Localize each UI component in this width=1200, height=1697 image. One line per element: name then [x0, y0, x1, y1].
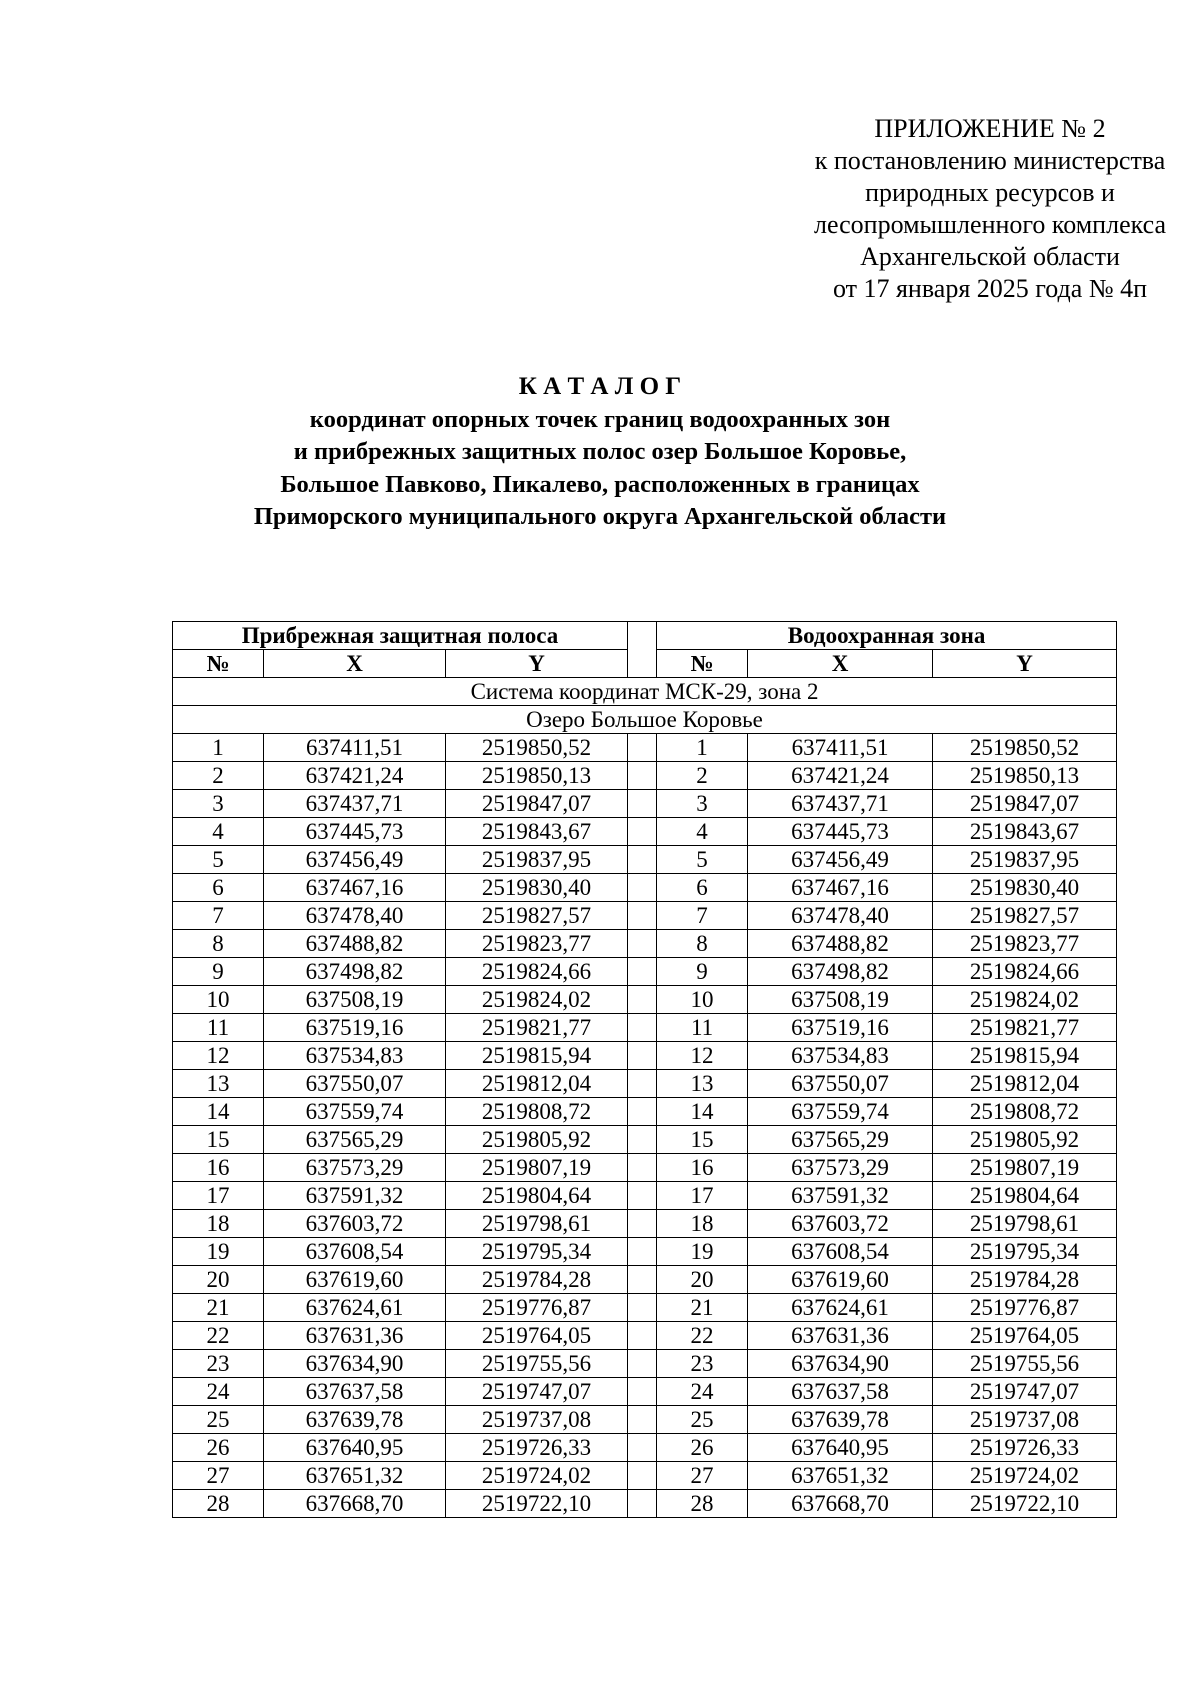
coord-y: 2519815,94 — [933, 1042, 1117, 1070]
table-row — [173, 930, 1117, 958]
coord-y: 2519737,08 — [933, 1406, 1117, 1434]
coord-y: 2519830,40 — [446, 874, 628, 902]
coord-x: 637639,78 — [748, 1406, 933, 1434]
coord-x: 637573,29 — [264, 1154, 446, 1182]
column-gap — [628, 1266, 657, 1294]
point-number: 28 — [173, 1490, 264, 1518]
point-number: 7 — [173, 902, 264, 930]
coord-x: 637411,51 — [748, 734, 933, 762]
coord-x: 637603,72 — [264, 1210, 446, 1238]
column-gap — [628, 762, 657, 790]
point-number: 15 — [657, 1126, 748, 1154]
coord-x: 637634,90 — [748, 1350, 933, 1378]
title-line: Приморского муниципального округа Архангельской области — [253, 503, 947, 530]
coord-x: 637445,73 — [264, 818, 446, 846]
coord-x: 637591,32 — [264, 1182, 446, 1210]
coord-x: 637591,32 — [748, 1182, 933, 1210]
point-number: 3 — [657, 790, 748, 818]
coord-x: 637565,29 — [264, 1126, 446, 1154]
coord-x: 637478,40 — [748, 902, 933, 930]
coord-x: 637639,78 — [264, 1406, 446, 1434]
coord-x: 637624,61 — [264, 1294, 446, 1322]
point-number: 23 — [173, 1350, 264, 1378]
coord-y: 2519784,28 — [933, 1266, 1117, 1294]
coord-x: 637519,16 — [748, 1014, 933, 1042]
point-number: 12 — [657, 1042, 748, 1070]
coord-y: 2519830,40 — [933, 874, 1117, 902]
coord-y: 2519764,05 — [446, 1322, 628, 1350]
column-gap — [628, 1098, 657, 1126]
coord-y: 2519850,13 — [933, 762, 1117, 790]
coord-x: 637619,60 — [264, 1266, 446, 1294]
appendix-line: к постановлению министерства — [814, 146, 1166, 175]
coord-x: 637508,19 — [264, 986, 446, 1014]
table-row — [173, 762, 1117, 790]
coord-y: 2519824,66 — [446, 958, 628, 986]
table-row — [173, 1434, 1117, 1462]
point-number: 25 — [657, 1406, 748, 1434]
column-gap — [628, 1070, 657, 1098]
coord-y: 2519795,34 — [933, 1238, 1117, 1266]
column-gap — [628, 1462, 657, 1490]
coord-x: 637519,16 — [264, 1014, 446, 1042]
column-gap — [628, 902, 657, 930]
coord-x: 637498,82 — [264, 958, 446, 986]
column-gap — [628, 1378, 657, 1406]
col-y-header: Y — [933, 650, 1117, 678]
table-row — [173, 1294, 1117, 1322]
column-gap — [628, 958, 657, 986]
coord-y: 2519823,77 — [446, 930, 628, 958]
point-number: 14 — [173, 1098, 264, 1126]
column-gap — [628, 734, 657, 762]
col-y-header: Y — [446, 650, 628, 678]
coord-x: 637467,16 — [748, 874, 933, 902]
coord-x: 637411,51 — [264, 734, 446, 762]
coord-y: 2519724,02 — [933, 1462, 1117, 1490]
coord-y: 2519812,04 — [933, 1070, 1117, 1098]
point-number: 25 — [173, 1406, 264, 1434]
point-number: 26 — [657, 1434, 748, 1462]
coord-y: 2519798,61 — [933, 1210, 1117, 1238]
table-row — [173, 1182, 1117, 1210]
coord-y: 2519747,07 — [933, 1378, 1117, 1406]
coord-y: 2519804,64 — [933, 1182, 1117, 1210]
appendix-line: Архангельской области — [860, 242, 1120, 271]
point-number: 13 — [173, 1070, 264, 1098]
col-x-header: X — [264, 650, 446, 678]
point-number: 14 — [657, 1098, 748, 1126]
coord-y: 2519755,56 — [933, 1350, 1117, 1378]
point-number: 5 — [657, 846, 748, 874]
coord-x: 637559,74 — [264, 1098, 446, 1126]
column-gap — [628, 1182, 657, 1210]
coord-y: 2519821,77 — [933, 1014, 1117, 1042]
coord-x: 637478,40 — [264, 902, 446, 930]
coord-y: 2519724,02 — [446, 1462, 628, 1490]
coord-y: 2519795,34 — [446, 1238, 628, 1266]
title-line: и прибрежных защитных полос озер Большое Коровье, — [293, 438, 907, 465]
coord-x: 637640,95 — [264, 1434, 446, 1462]
point-number: 7 — [657, 902, 748, 930]
table-row — [173, 1462, 1117, 1490]
coord-y: 2519837,95 — [446, 846, 628, 874]
point-number: 5 — [173, 846, 264, 874]
appendix-line: лесопромышленного комплекса — [813, 210, 1166, 239]
point-number: 21 — [657, 1294, 748, 1322]
coord-y: 2519815,94 — [446, 1042, 628, 1070]
coord-y: 2519805,92 — [933, 1126, 1117, 1154]
point-number: 6 — [173, 874, 264, 902]
coord-x: 637534,83 — [748, 1042, 933, 1070]
point-number: 26 — [173, 1434, 264, 1462]
coord-x: 637421,24 — [264, 762, 446, 790]
table-row — [173, 1266, 1117, 1294]
point-number: 21 — [173, 1294, 264, 1322]
column-gap — [628, 1490, 657, 1518]
coord-x: 637634,90 — [264, 1350, 446, 1378]
title-line: координат опорных точек границ водоохранных зон — [309, 405, 891, 433]
table-row — [173, 986, 1117, 1014]
coord-x: 637534,83 — [264, 1042, 446, 1070]
point-number: 6 — [657, 874, 748, 902]
coord-y: 2519824,02 — [933, 986, 1117, 1014]
point-number: 17 — [657, 1182, 748, 1210]
column-gap — [628, 1014, 657, 1042]
lake-name: Озеро Большое Коровье — [173, 706, 1117, 734]
coord-y: 2519823,77 — [933, 930, 1117, 958]
coord-y: 2519850,52 — [446, 734, 628, 762]
coord-y: 2519847,07 — [446, 790, 628, 818]
point-number: 3 — [173, 790, 264, 818]
table-row — [173, 958, 1117, 986]
coord-y: 2519798,61 — [446, 1210, 628, 1238]
point-number: 24 — [173, 1378, 264, 1406]
point-number: 20 — [173, 1266, 264, 1294]
point-number: 8 — [657, 930, 748, 958]
point-number: 2 — [173, 762, 264, 790]
column-gap — [628, 930, 657, 958]
point-number: 9 — [657, 958, 748, 986]
coord-y: 2519847,07 — [933, 790, 1117, 818]
point-number: 16 — [657, 1154, 748, 1182]
point-number: 17 — [173, 1182, 264, 1210]
point-number: 16 — [173, 1154, 264, 1182]
point-number: 12 — [173, 1042, 264, 1070]
coord-y: 2519722,10 — [933, 1490, 1117, 1518]
point-number: 1 — [657, 734, 748, 762]
point-number: 18 — [173, 1210, 264, 1238]
table-row — [173, 874, 1117, 902]
column-gap — [628, 874, 657, 902]
catalog-heading: К А Т А Л О Г — [518, 373, 682, 400]
coord-y: 2519827,57 — [933, 902, 1117, 930]
coord-x: 637608,54 — [264, 1238, 446, 1266]
table-row — [173, 1238, 1117, 1266]
coord-x: 637668,70 — [264, 1490, 446, 1518]
column-gap — [628, 986, 657, 1014]
point-number: 28 — [657, 1490, 748, 1518]
coord-x: 637608,54 — [748, 1238, 933, 1266]
coord-y: 2519824,02 — [446, 986, 628, 1014]
col-x-header: X — [748, 650, 933, 678]
column-gap — [628, 1350, 657, 1378]
table-row — [173, 1042, 1117, 1070]
table-row — [173, 1070, 1117, 1098]
coord-x: 637421,24 — [748, 762, 933, 790]
protective-strip-header: Прибрежная защитная полоса — [173, 622, 628, 650]
table-row — [173, 1490, 1117, 1518]
table-row — [173, 1210, 1117, 1238]
point-number: 23 — [657, 1350, 748, 1378]
coord-y: 2519784,28 — [446, 1266, 628, 1294]
coord-y: 2519827,57 — [446, 902, 628, 930]
column-gap — [628, 1238, 657, 1266]
column-gap — [628, 1322, 657, 1350]
coord-y: 2519805,92 — [446, 1126, 628, 1154]
column-gap — [628, 1434, 657, 1462]
coord-y: 2519747,07 — [446, 1378, 628, 1406]
point-number: 4 — [173, 818, 264, 846]
coord-x: 637445,73 — [748, 818, 933, 846]
point-number: 8 — [173, 930, 264, 958]
column-gap — [628, 790, 657, 818]
document-title — [0, 371, 1200, 534]
coord-x: 637624,61 — [748, 1294, 933, 1322]
table-row — [173, 1378, 1117, 1406]
point-number: 27 — [173, 1462, 264, 1490]
coord-y: 2519821,77 — [446, 1014, 628, 1042]
coord-y: 2519824,66 — [933, 958, 1117, 986]
coord-x: 637456,49 — [748, 846, 933, 874]
table-row — [173, 846, 1117, 874]
group-header-row — [173, 622, 1117, 650]
col-number-header: № — [657, 650, 748, 678]
coord-x: 637637,58 — [264, 1378, 446, 1406]
appendix-date: от 17 января 2025 года № 4п — [832, 274, 1148, 303]
coord-system-label: Система координат МСК-29, зона 2 — [173, 678, 1117, 706]
coord-x: 637456,49 — [264, 846, 446, 874]
lake-row — [173, 706, 1117, 734]
point-number: 24 — [657, 1378, 748, 1406]
coord-x: 637488,82 — [264, 930, 446, 958]
coord-y: 2519843,67 — [933, 818, 1117, 846]
point-number: 22 — [657, 1322, 748, 1350]
coord-y: 2519722,10 — [446, 1490, 628, 1518]
point-number: 2 — [657, 762, 748, 790]
column-gap — [628, 1406, 657, 1434]
coord-x: 637437,71 — [264, 790, 446, 818]
coord-x: 637550,07 — [748, 1070, 933, 1098]
point-number: 19 — [657, 1238, 748, 1266]
coord-x: 637508,19 — [748, 986, 933, 1014]
coord-x: 637651,32 — [748, 1462, 933, 1490]
coord-x: 637437,71 — [748, 790, 933, 818]
column-gap — [628, 1042, 657, 1070]
point-number: 4 — [657, 818, 748, 846]
coord-y: 2519726,33 — [446, 1434, 628, 1462]
table-row — [173, 1350, 1117, 1378]
coord-x: 637668,70 — [748, 1490, 933, 1518]
column-gap — [628, 818, 657, 846]
coord-x: 637619,60 — [748, 1266, 933, 1294]
coord-y: 2519812,04 — [446, 1070, 628, 1098]
coord-y: 2519764,05 — [933, 1322, 1117, 1350]
coord-y: 2519807,19 — [446, 1154, 628, 1182]
coordinates-table — [172, 621, 1117, 1518]
coord-y: 2519850,13 — [446, 762, 628, 790]
point-number: 11 — [173, 1014, 264, 1042]
table-row — [173, 1126, 1117, 1154]
coord-system-row — [173, 678, 1117, 706]
coord-x: 637573,29 — [748, 1154, 933, 1182]
coord-y: 2519807,19 — [933, 1154, 1117, 1182]
coord-y: 2519726,33 — [933, 1434, 1117, 1462]
column-gap — [628, 1154, 657, 1182]
coord-y: 2519804,64 — [446, 1182, 628, 1210]
coord-x: 637640,95 — [748, 1434, 933, 1462]
coord-x: 637651,32 — [264, 1462, 446, 1490]
point-number: 10 — [657, 986, 748, 1014]
point-number: 18 — [657, 1210, 748, 1238]
point-number: 15 — [173, 1126, 264, 1154]
column-gap — [628, 1294, 657, 1322]
coord-y: 2519776,87 — [446, 1294, 628, 1322]
point-number: 11 — [657, 1014, 748, 1042]
coord-y: 2519850,52 — [933, 734, 1117, 762]
coord-x: 637550,07 — [264, 1070, 446, 1098]
column-gap — [628, 1126, 657, 1154]
coord-x: 637498,82 — [748, 958, 933, 986]
coord-y: 2519808,72 — [933, 1098, 1117, 1126]
table-row — [173, 1322, 1117, 1350]
point-number: 20 — [657, 1266, 748, 1294]
appendix-line: природных ресурсов и — [865, 178, 1115, 207]
table-row — [173, 790, 1117, 818]
column-gap — [628, 622, 657, 678]
appendix-number: ПРИЛОЖЕНИЕ № 2 — [874, 114, 1106, 143]
coord-x: 637565,29 — [748, 1126, 933, 1154]
coord-x: 637559,74 — [748, 1098, 933, 1126]
point-number: 9 — [173, 958, 264, 986]
coord-y: 2519808,72 — [446, 1098, 628, 1126]
point-number: 22 — [173, 1322, 264, 1350]
water-protection-zone-header: Водоохранная зона — [657, 622, 1117, 650]
column-gap — [628, 846, 657, 874]
table-row — [173, 902, 1117, 930]
title-line: Большое Павково, Пикалево, расположенных в границах — [280, 470, 920, 498]
table-row — [173, 1014, 1117, 1042]
point-number: 10 — [173, 986, 264, 1014]
coord-x: 637631,36 — [264, 1322, 446, 1350]
coord-x: 637488,82 — [748, 930, 933, 958]
coord-x: 637603,72 — [748, 1210, 933, 1238]
point-number: 13 — [657, 1070, 748, 1098]
coord-y: 2519776,87 — [933, 1294, 1117, 1322]
table-row — [173, 1406, 1117, 1434]
appendix-header — [660, 113, 1200, 305]
coord-x: 637467,16 — [264, 874, 446, 902]
table-row — [173, 734, 1117, 762]
column-gap — [628, 1210, 657, 1238]
coord-y: 2519755,56 — [446, 1350, 628, 1378]
coord-x: 637631,36 — [748, 1322, 933, 1350]
coord-y: 2519843,67 — [446, 818, 628, 846]
coord-y: 2519737,08 — [446, 1406, 628, 1434]
point-number: 27 — [657, 1462, 748, 1490]
coord-y: 2519837,95 — [933, 846, 1117, 874]
coord-x: 637637,58 — [748, 1378, 933, 1406]
point-number: 19 — [173, 1238, 264, 1266]
table-row — [173, 818, 1117, 846]
point-number: 1 — [173, 734, 264, 762]
col-number-header: № — [173, 650, 264, 678]
table-row — [173, 1098, 1117, 1126]
table-row — [173, 1154, 1117, 1182]
